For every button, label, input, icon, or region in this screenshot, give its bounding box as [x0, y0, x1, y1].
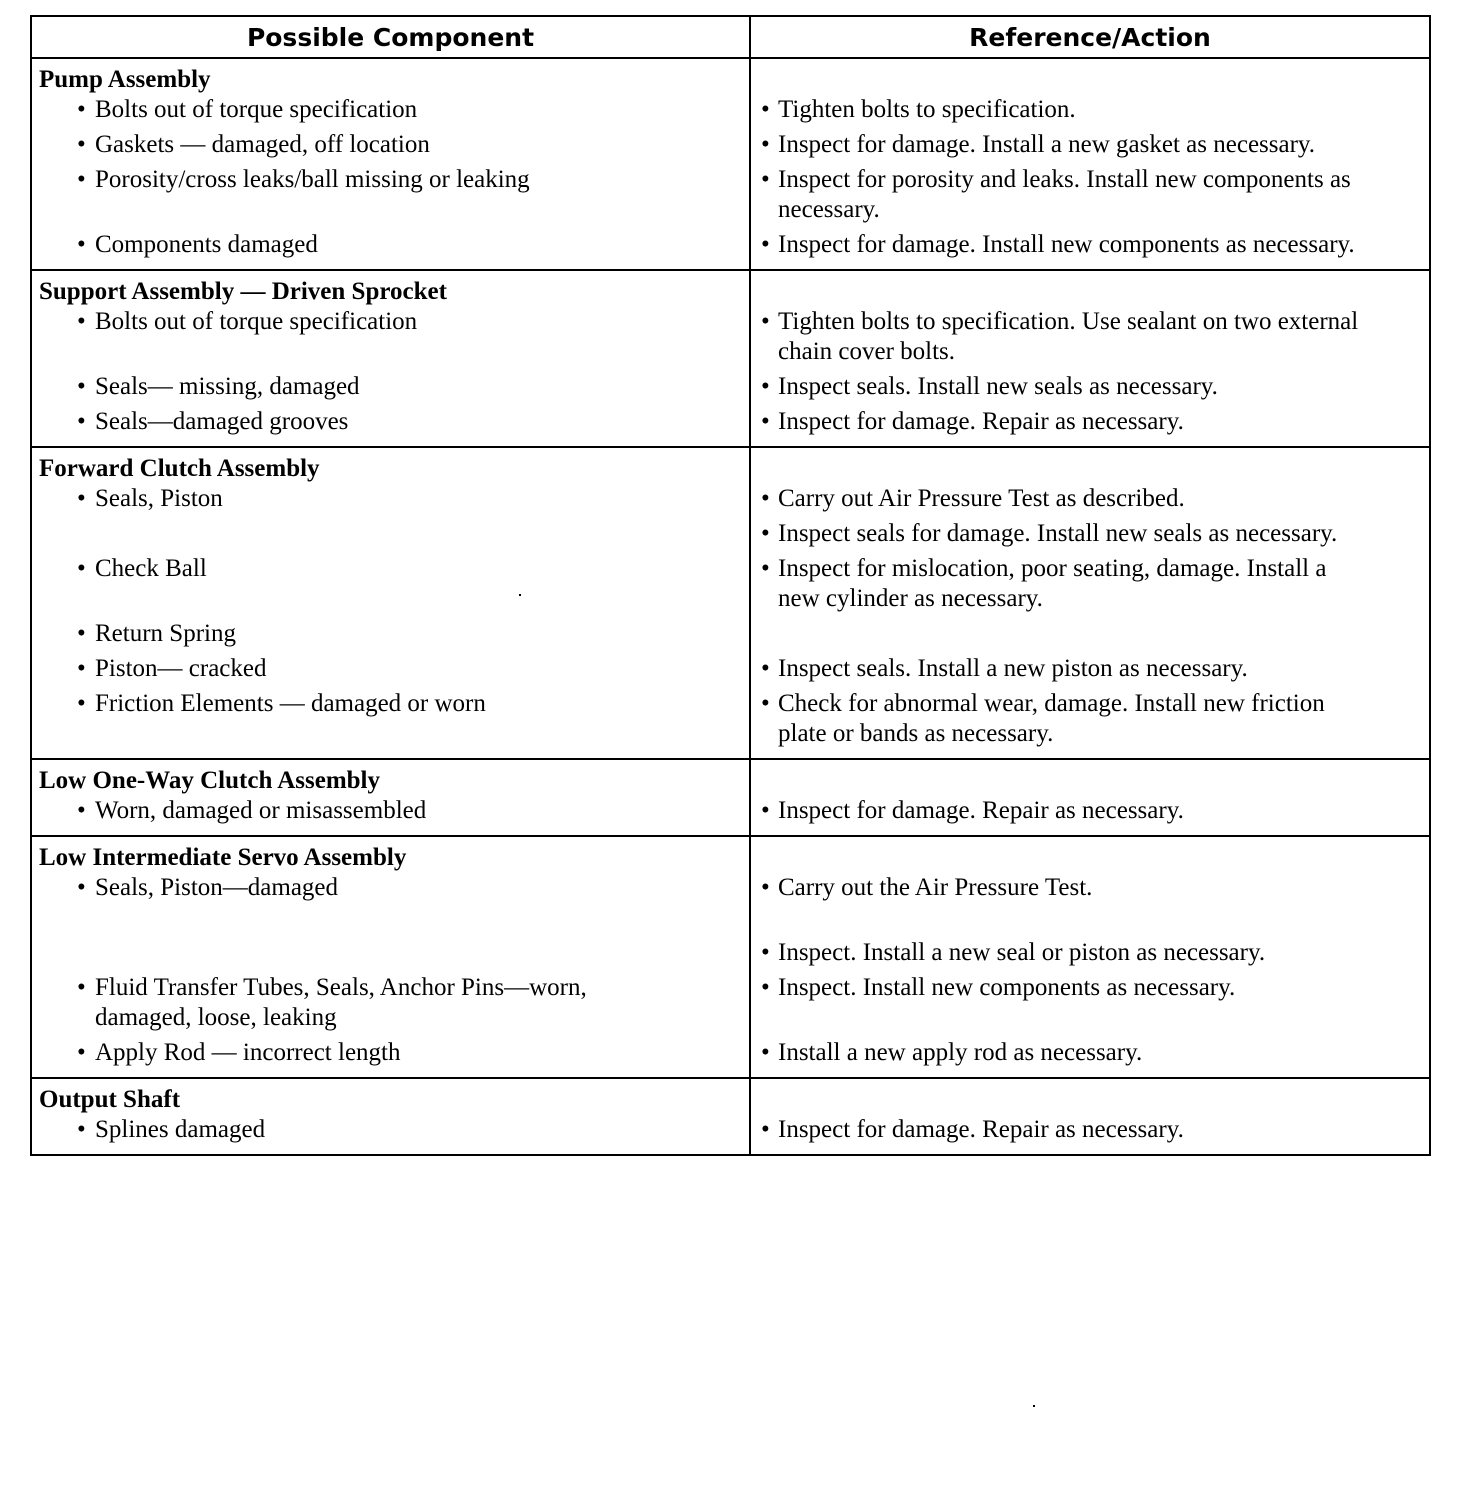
- action-text: Inspect for mislocation, poor seating, damage. Install a: [778, 555, 1327, 582]
- action-text: Check for abnormal wear, damage. Install new friction: [778, 690, 1325, 717]
- action-text: chain cover bolts.: [778, 338, 956, 365]
- component-item: [39, 619, 749, 654]
- section-title: Output Shaft: [39, 1086, 181, 1113]
- bullet-icon: •: [761, 96, 770, 123]
- action-cell: [751, 271, 1429, 446]
- bullet-icon: •: [761, 797, 770, 824]
- bullet-icon: •: [761, 690, 770, 717]
- component-text: Splines damaged: [95, 1116, 266, 1143]
- component-item: [39, 519, 749, 554]
- bullet-icon: •: [761, 408, 770, 435]
- bullet-icon: •: [77, 797, 86, 824]
- bullet-icon: •: [77, 231, 86, 258]
- action-cell: [751, 59, 1429, 269]
- component-item: [39, 130, 749, 165]
- section-title: Forward Clutch Assembly: [39, 455, 320, 482]
- action-item: [759, 938, 1419, 973]
- bullet-icon: •: [761, 939, 770, 966]
- header-possible-component: Possible Component: [32, 17, 751, 57]
- action-text: Tighten bolts to specification.: [778, 96, 1076, 123]
- table-section: [32, 448, 1429, 760]
- action-item: [759, 873, 1419, 908]
- component-text: damaged, loose, leaking: [95, 1004, 337, 1031]
- bullet-icon: •: [77, 690, 86, 717]
- action-text: Inspect for damage. Install a new gasket as necessary.: [778, 131, 1316, 158]
- bullet-icon: •: [77, 485, 86, 512]
- action-item: [759, 95, 1419, 130]
- table-section: [32, 59, 1429, 271]
- action-text: Carry out the Air Pressure Test.: [778, 874, 1093, 901]
- action-item: [759, 130, 1419, 165]
- action-item: [759, 519, 1419, 554]
- action-cell: [751, 1079, 1429, 1154]
- action-item: [759, 407, 1419, 442]
- bullet-icon: •: [77, 555, 86, 582]
- action-item: [759, 654, 1419, 689]
- bullet-icon: •: [77, 655, 86, 682]
- bullet-icon: •: [761, 485, 770, 512]
- action-text: new cylinder as necessary.: [778, 585, 1043, 612]
- component-text: Bolts out of torque specification: [95, 308, 418, 335]
- component-text: Seals— missing, damaged: [95, 373, 360, 400]
- bullet-icon: •: [77, 620, 86, 647]
- component-item: [39, 973, 749, 1038]
- table-header-row: [32, 17, 1429, 59]
- component-text: Piston— cracked: [95, 655, 267, 682]
- action-text: necessary.: [778, 196, 880, 223]
- bullet-icon: •: [761, 874, 770, 901]
- component-item: [39, 165, 749, 230]
- component-text: Fluid Transfer Tubes, Seals, Anchor Pins—worn,: [95, 974, 587, 1001]
- component-text: Apply Rod — incorrect length: [95, 1039, 401, 1066]
- bullet-icon: •: [761, 974, 770, 1001]
- bullet-icon: •: [77, 974, 86, 1001]
- component-text: Gaskets — damaged, off location: [95, 131, 430, 158]
- action-cell: [751, 837, 1429, 1077]
- component-text: Return Spring: [95, 620, 236, 647]
- action-item: [759, 973, 1419, 1038]
- component-item: [39, 95, 749, 130]
- section-title: Pump Assembly: [39, 66, 211, 93]
- section-title: Support Assembly — Driven Sprocket: [39, 278, 447, 305]
- action-item: [759, 307, 1419, 372]
- action-item: [759, 372, 1419, 407]
- component-item: [39, 484, 749, 519]
- table-section: [32, 1079, 1429, 1154]
- component-text: Seals, Piston—damaged: [95, 874, 339, 901]
- component-item: [39, 689, 749, 754]
- scan-speck: [519, 594, 521, 596]
- component-text: Friction Elements — damaged or worn: [95, 690, 486, 717]
- component-item: [39, 230, 749, 265]
- scan-speck: [1033, 1405, 1035, 1407]
- action-text: Carry out Air Pressure Test as described.: [778, 485, 1185, 512]
- action-item: [759, 619, 1419, 654]
- action-text: Inspect. Install new components as necessary.: [778, 974, 1236, 1001]
- bullet-icon: •: [77, 1116, 86, 1143]
- bullet-icon: •: [77, 874, 86, 901]
- component-item: [39, 372, 749, 407]
- bullet-icon: •: [761, 1116, 770, 1143]
- action-item: [759, 796, 1419, 831]
- component-item: [39, 654, 749, 689]
- component-text: Seals, Piston: [95, 485, 223, 512]
- bullet-icon: •: [761, 166, 770, 193]
- bullet-icon: •: [77, 308, 86, 335]
- bullet-icon: •: [761, 231, 770, 258]
- component-item: [39, 796, 749, 831]
- table-section: [32, 760, 1429, 837]
- component-item: [39, 554, 749, 619]
- troubleshooting-table: [30, 15, 1431, 1156]
- bullet-icon: •: [761, 520, 770, 547]
- bullet-icon: •: [761, 131, 770, 158]
- component-text: Components damaged: [95, 231, 318, 258]
- bullet-icon: •: [77, 373, 86, 400]
- table-body: [32, 59, 1429, 1154]
- component-item: [39, 407, 749, 442]
- component-item: [39, 938, 749, 973]
- bullet-icon: •: [761, 555, 770, 582]
- component-text: Worn, damaged or misassembled: [95, 797, 427, 824]
- section-title: Low One-Way Clutch Assembly: [39, 767, 381, 794]
- bullet-icon: •: [77, 408, 86, 435]
- component-cell: [32, 837, 751, 1077]
- component-item: [39, 1038, 749, 1073]
- component-text: Seals—damaged grooves: [95, 408, 349, 435]
- action-item: [759, 1115, 1419, 1150]
- action-text: Inspect seals for damage. Install new seals as necessary.: [778, 520, 1338, 547]
- bullet-icon: •: [77, 131, 86, 158]
- component-cell: [32, 1079, 751, 1154]
- bullet-icon: •: [761, 308, 770, 335]
- table-section: [32, 271, 1429, 448]
- component-cell: [32, 760, 751, 835]
- component-cell: [32, 271, 751, 446]
- action-text: Inspect for porosity and leaks. Install new components as: [778, 166, 1351, 193]
- section-title: Low Intermediate Servo Assembly: [39, 844, 407, 871]
- table-section: [32, 837, 1429, 1079]
- component-item: [39, 873, 749, 908]
- component-text: Porosity/cross leaks/ball missing or leaking: [95, 166, 530, 193]
- action-item: [759, 165, 1419, 230]
- component-item: [39, 307, 749, 372]
- action-cell: [751, 448, 1429, 758]
- action-cell: [751, 760, 1429, 835]
- bullet-icon: •: [77, 1039, 86, 1066]
- component-cell: [32, 448, 751, 758]
- action-item: [759, 689, 1419, 754]
- action-item: [759, 554, 1419, 619]
- bullet-icon: •: [77, 96, 86, 123]
- action-text: Inspect for damage. Repair as necessary.: [778, 1116, 1184, 1143]
- bullet-icon: •: [761, 1039, 770, 1066]
- action-text: Install a new apply rod as necessary.: [778, 1039, 1143, 1066]
- action-item: [759, 1038, 1419, 1073]
- action-item: [759, 908, 1419, 938]
- component-text: Check Ball: [95, 555, 207, 582]
- action-text: Inspect for damage. Install new components as necessary.: [778, 231, 1355, 258]
- action-text: Inspect for damage. Repair as necessary.: [778, 408, 1184, 435]
- bullet-icon: •: [77, 166, 86, 193]
- component-text: Bolts out of torque specification: [95, 96, 418, 123]
- component-item: [39, 1115, 749, 1150]
- action-text: Inspect. Install a new seal or piston as necessary.: [778, 939, 1266, 966]
- header-reference-action: Reference/Action: [969, 22, 1211, 52]
- bullet-icon: •: [761, 373, 770, 400]
- action-text: plate or bands as necessary.: [778, 720, 1054, 747]
- action-item: [759, 484, 1419, 519]
- action-text: Tighten bolts to specification. Use sealant on two external: [778, 308, 1359, 335]
- component-cell: [32, 59, 751, 269]
- action-text: Inspect for damage. Repair as necessary.: [778, 797, 1184, 824]
- action-text: Inspect seals. Install new seals as necessary.: [778, 373, 1218, 400]
- component-item: [39, 908, 749, 938]
- action-text: Inspect seals. Install a new piston as necessary.: [778, 655, 1248, 682]
- bullet-icon: •: [761, 655, 770, 682]
- action-item: [759, 230, 1419, 265]
